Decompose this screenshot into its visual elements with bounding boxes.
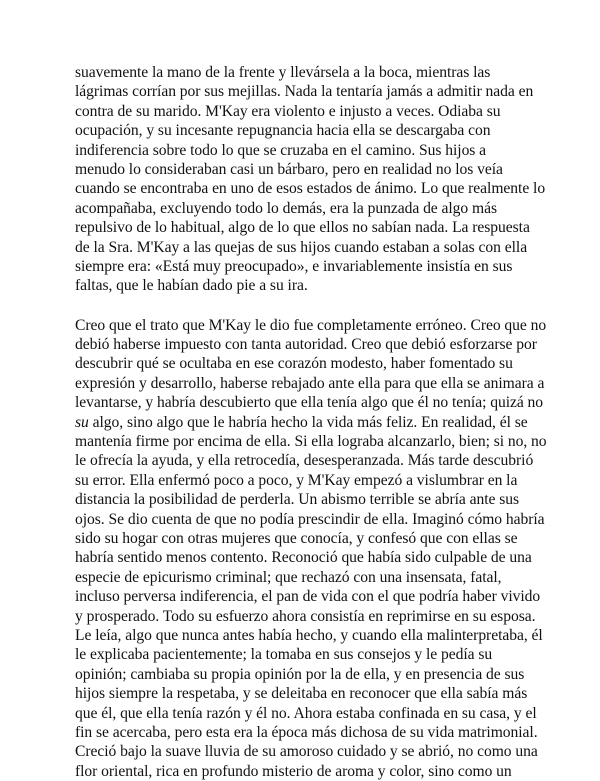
text-line: flor oriental, rica en profundo misterio de aroma y color, sino como un [75, 762, 512, 780]
text-line: de la Sra. M'Kay a las quejas de sus hijos cuando estaban a solas con ella [75, 238, 528, 256]
paragraph-1 [75, 63, 546, 296]
text-line: lágrimas corrían por sus mejillas. Nada la tentaría jamás a admitir nada en [75, 83, 534, 101]
paragraph-2 [75, 316, 547, 781]
text-line: faltas, que le habían dado pie a su ira. [75, 277, 308, 295]
text-line: suavemente la mano de la frente y llevársela a la boca, mientras las [75, 64, 491, 81]
document-page [75, 63, 547, 781]
text-line: Creo que el trato que M'Kay le dio fue completamente erróneo. Creo que no [75, 316, 547, 334]
text-line: y prosperado. Todo su esfuerzo ahora consistía en reprimirse en su esposa. [75, 607, 536, 625]
text-line: menudo lo consideraban casi un bárbaro, pero en realidad no los veía [75, 160, 503, 178]
text-line: habría sentido menos contento. Reconoció que había sido culpable de una [75, 549, 532, 567]
text-line: ocupación, y su incesante repugnancia hacia ella se descargaba con [75, 122, 491, 140]
text-line: opinión; cambiaba su propia opinión por la de ella, y en presencia de sus [75, 665, 525, 683]
text-line: siempre era: «Está muy preocupado», e invariablemente insistía en sus [75, 257, 513, 275]
text-line: acompañaba, excluyendo todo lo demás, era la punzada de algo más [75, 199, 497, 217]
text-line: le explicaba pacientemente; la tomaba en sus consejos y le pedía su [75, 646, 493, 664]
text-line: fin se acercaba, pero esta era la época más dichosa de su vida matrimonial. [75, 723, 538, 741]
emphasized-word: su [75, 413, 89, 431]
text-line: que él, que ella tenía razón y él no. Ahora estaba confinada en su casa, y el [75, 704, 537, 722]
text-line: distancia la posibilidad de perderla. Un abismo terrible se abría ante sus [75, 491, 520, 509]
text-line-with-emphasis [75, 413, 533, 432]
text-line: expresión y desarrollo, haberse rebajado ante ella para que ella se animara a [75, 374, 545, 392]
text-line: especie de epicurismo criminal; que rechazó con una insensata, fatal, [75, 568, 502, 586]
text-line-rest: algo, sino algo que le habría hecho la vida más feliz. En realidad, él se [88, 413, 528, 431]
text-line: mantenía firme por encima de ella. Si ella lograba alcanzarlo, bien; si no, no [75, 433, 547, 451]
text-line: levantarse, y habría descubierto que ella tenía algo que él no tenía; quizá no [75, 394, 544, 412]
text-line: Creció bajo la suave lluvia de su amoroso cuidado y se abrió, no como una [75, 743, 538, 761]
text-line: descubrir qué se ocultaba en ese corazón modesto, haber fomentado su [75, 355, 513, 373]
text-line: incluso perversa indiferencia, el pan de vida con el que podría haber vivido [75, 588, 541, 606]
text-line: Le leía, algo que nunca antes había hecho, y cuando ella malinterpretaba, él [75, 626, 543, 644]
text-line: su error. Ella enfermó poco a poco, y M'Kay empezó a vislumbrar en la [75, 471, 518, 489]
text-line: ojos. Se dio cuenta de que no podía prescindir de ella. Imaginó cómo habría [75, 510, 545, 528]
text-line: indiferencia sobre todo lo que se cruzaba en el camino. Sus hijos a [75, 141, 487, 159]
text-line: contra de su marido. M'Kay era violento e injusto a veces. Odiaba su [75, 102, 501, 120]
text-line: hijos siempre la respetaba, y se deleitaba en reconocer que ella sabía más [75, 685, 528, 703]
text-line: sido su hogar con otras mujeres que conocía, y confesó que con ellas se [75, 529, 518, 547]
text-line: debió haberse impuesto con tanta autoridad. Creo que debió esforzarse por [75, 336, 537, 354]
text-line: repulsivo de lo habitual, algo de lo que ellos no sabían nada. La respuesta [75, 219, 530, 237]
text-line: le ofrecía la ayuda, y ella retrocedía, desesperanzada. Más tarde descubrió [75, 452, 534, 470]
text-line: cuando se encontraba en uno de esos estados de ánimo. Lo que realmente lo [75, 180, 546, 198]
